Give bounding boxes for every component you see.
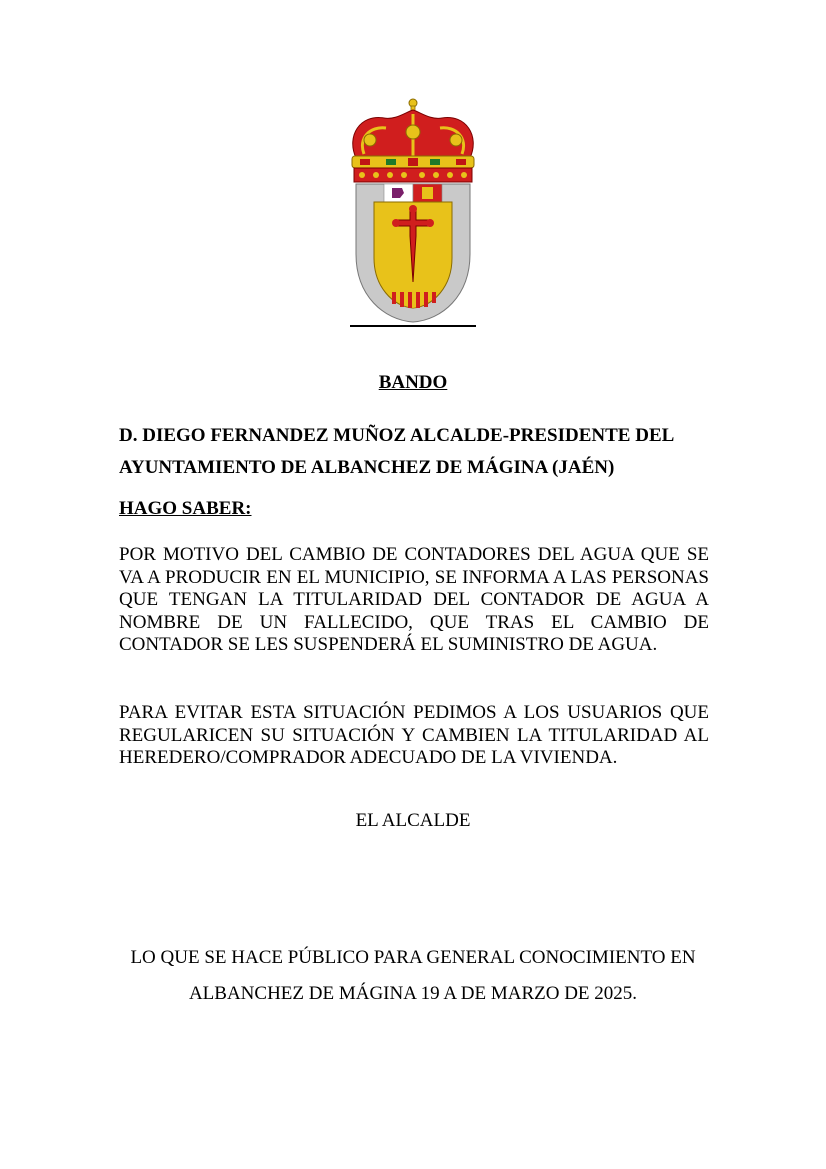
document-title: BANDO bbox=[378, 372, 448, 393]
closing-statement: LO QUE SE HACE PÚBLICO PARA GENERAL CONOCIMIENTO EN ALBANCHEZ DE MÁGINA 19 A DE MARZO DE 2025. bbox=[130, 947, 696, 1004]
notice-paragraph-1: POR MOTIVO DEL CAMBIO DE CONTADORES DEL AGUA QUE SE VA A PRODUCIR EN EL MUNICIPIO, SE INFORMA A LAS PERSONAS QUE TENGAN LA TITULARIDAD DEL CONTADOR DE AGUA A NOMBRE DE UN FALLECIDO, QUE TRAS EL CAMBIO DE CONTADOR SE LES SUSPENDERÁ EL SUMINISTRO DE AGUA. bbox=[119, 544, 709, 655]
mayor-heading: D. DIEGO FERNANDEZ MUÑOZ ALCALDE-PRESIDENTE DEL AYUNTAMIENTO DE ALBANCHEZ DE MÁGINA (JAÉN) bbox=[119, 425, 674, 478]
shield bbox=[356, 184, 470, 322]
hago-saber-heading: HAGO SABER: bbox=[119, 498, 252, 519]
crest-rule bbox=[350, 325, 476, 327]
coat-of-arms-icon bbox=[340, 96, 486, 332]
signer: EL ALCALDE bbox=[355, 810, 471, 831]
crown bbox=[352, 99, 474, 182]
notice-paragraph-2: PARA EVITAR ESTA SITUACIÓN PEDIMOS A LOS USUARIOS QUE REGULARICEN SU SITUACIÓN Y CAMBIEN LA TITULARIDAD AL HEREDERO/COMPRADOR ADECUADO DE LA VIVIENDA. bbox=[119, 702, 709, 768]
